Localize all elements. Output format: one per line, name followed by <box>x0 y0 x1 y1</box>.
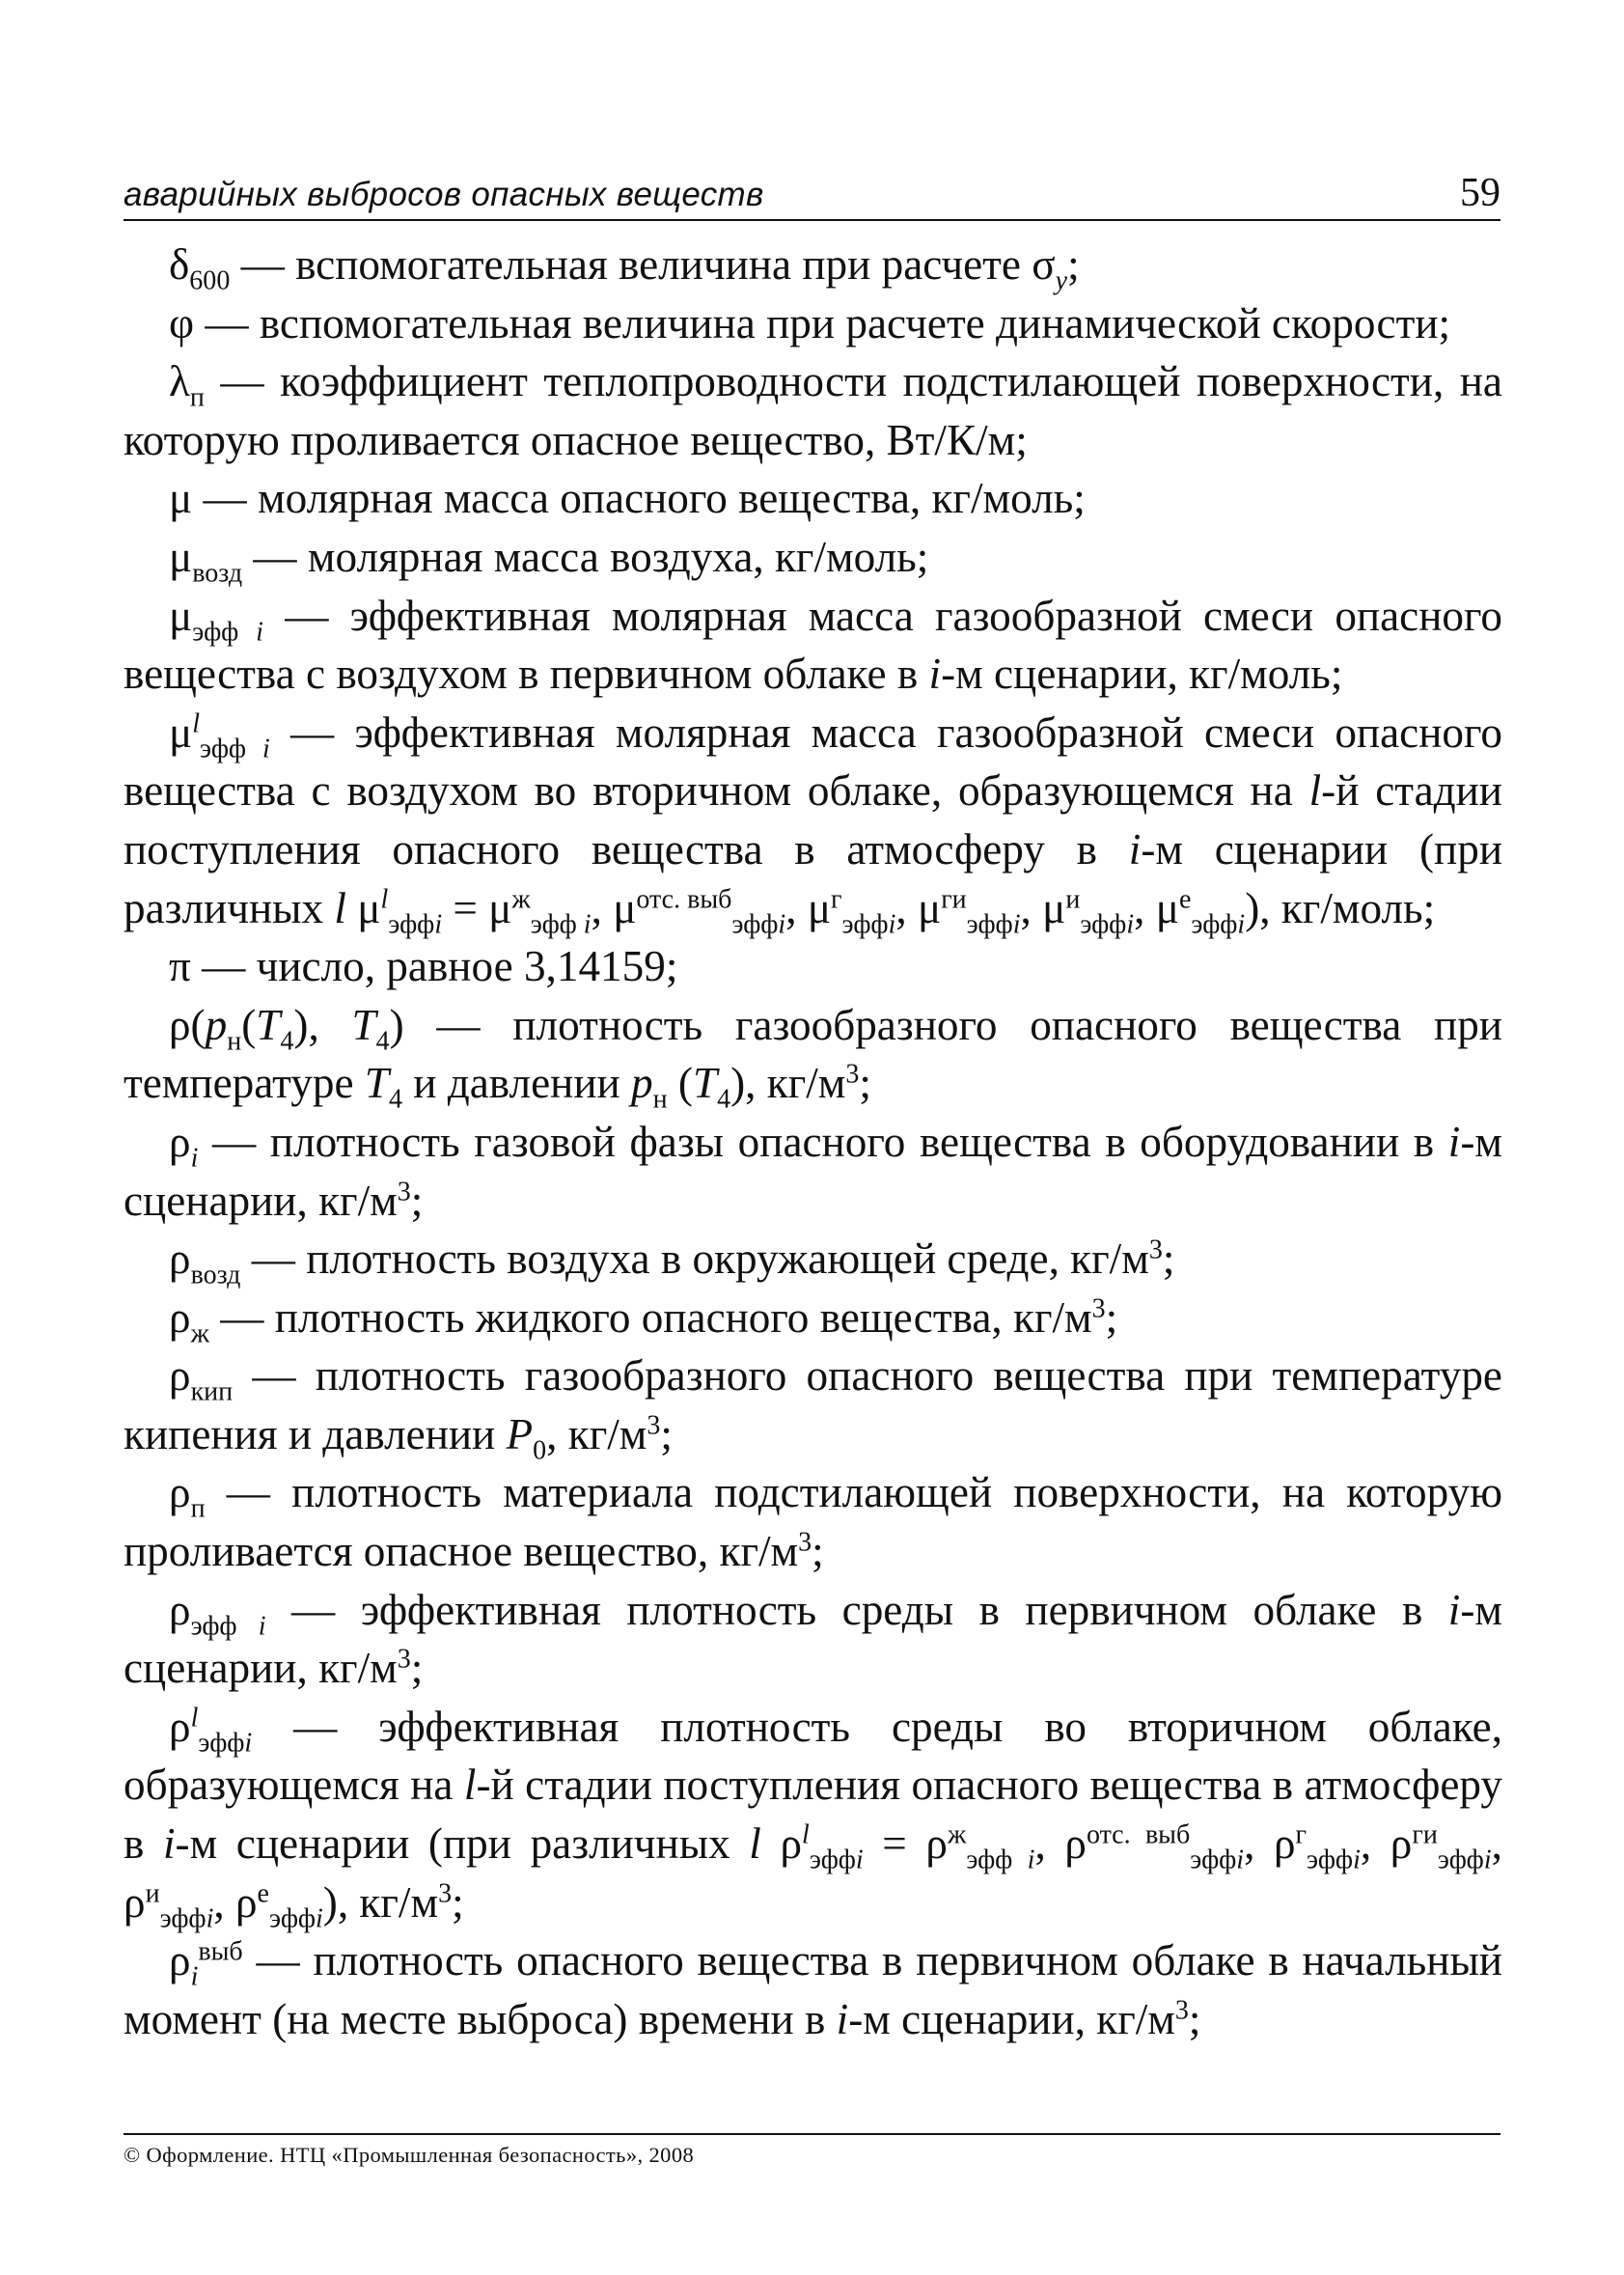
header-rule <box>124 219 1500 221</box>
definition-entry: μ — молярная масса опасного вещества, кг/моль; <box>169 474 1086 523</box>
definition-entry: $\mu_{эфф i}$ — эффективная молярная масса газообразной смеси опасного вещества с воздухом в первичном облаке в i-м сценарии, кг/моль; <box>124 591 1502 699</box>
definition-entry: $\delta_{600}$ — вспомогательная величина при расчете $\sigma_y$; <box>169 240 1080 296</box>
footer-copyright: © Оформление. НТЦ «Промышленная безопасность», 2008 <box>124 2143 695 2167</box>
definition-entry: $\rho_{эфф i}$ — эффективная плотность среды в первичном облаке в i-м сценарии, $кг/м^3$; <box>124 1585 1502 1693</box>
definition-entry: $\mu_{возд}$ — молярная масса воздуха, кг/моль; <box>169 532 929 589</box>
definition-entry: $\rho(p_н(T_4)$, $T_4$) — плотность газообразного опасного вещества при температуре $T_4$ и давлении $p_н$ $(T_4)$, $кг/м^3$; <box>124 1000 1502 1115</box>
definition-entry: $\rho_п$ — плотность материала подстилающей поверхности, на которую проливается опасное вещество, $кг/м^3$; <box>124 1468 1502 1576</box>
definition-entry: $\rho_ж$ — плотность жидкого опасного вещества, $кг/м^3$; <box>169 1292 1118 1349</box>
definition-entry: $\rho_i^{выб}$ — плотность опасного вещества в первичном облаке в начальный момент (на месте выброса) времени в i-м сценарии, $кг/м^3$; <box>124 1936 1502 2043</box>
definition-entry: π — число, равное 3,14159; <box>169 942 678 991</box>
definition-entry: $\mu^l_{эфф i}$ — эффективная молярная масса газообразной смеси опасного вещества с воздухом во вторичном облаке, образующемся на l-й стадии поступления опасного вещества в атмосферу в i-м сценарии (при различных l $\mu^l_{эффi} = \mu^ж_{эфф i}$, $\mu^{отс. выб}_{эффi}$, $\mu^г_{эффi}$, $\mu^{ги}_{эффi}$, $\mu^и_{эффi}$, $\mu^е_{эффi}$), кг/моль; <box>124 707 1502 940</box>
definition-entry: $\lambda_п$ — коэффициент теплопроводности подстилающей поверхности, на которую проливается опасное вещество, Вт/К/м; <box>124 357 1502 464</box>
footer-rule <box>124 2133 1500 2135</box>
running-title: аварийных выбросов опасных веществ <box>124 176 764 213</box>
page-number: 59 <box>1460 171 1500 215</box>
symbol-definitions <box>124 236 1502 2048</box>
definition-entry: $\rho_i$ — плотность газовой фазы опасного вещества в оборудовании в i-м сценарии, $кг/м^3$; <box>124 1117 1502 1225</box>
running-header <box>124 164 1500 222</box>
definition-entry: φ — вспомогательная величина при расчете динамической скорости; <box>169 298 1451 347</box>
definition-entry: $\rho_{кип}$ — плотность газообразного опасного вещества при температуре кипения и давлении $P_0$, $кг/м^3$; <box>124 1351 1502 1466</box>
definition-entry: $\rho^l_{эффi}$ — эффективная плотность среды во вторичном облаке, образующемся на l-й стадии поступления опасного вещества в атмосферу в i-м сценарии (при различных l $\rho^l_{эффi} = \rho^ж_{эфф i}$, $\rho^{отс. выб}_{эффi}$, $\rho^г_{эффi}$, $\rho^{ги}_{эффi}$, $\rho^и_{эффi}$, $\rho^е_{эффi}$), $кг/м^3$; <box>124 1702 1502 1934</box>
definition-entry: $\rho_{возд}$ — плотность воздуха в окружающей среде, $кг/м^3$; <box>169 1235 1175 1290</box>
